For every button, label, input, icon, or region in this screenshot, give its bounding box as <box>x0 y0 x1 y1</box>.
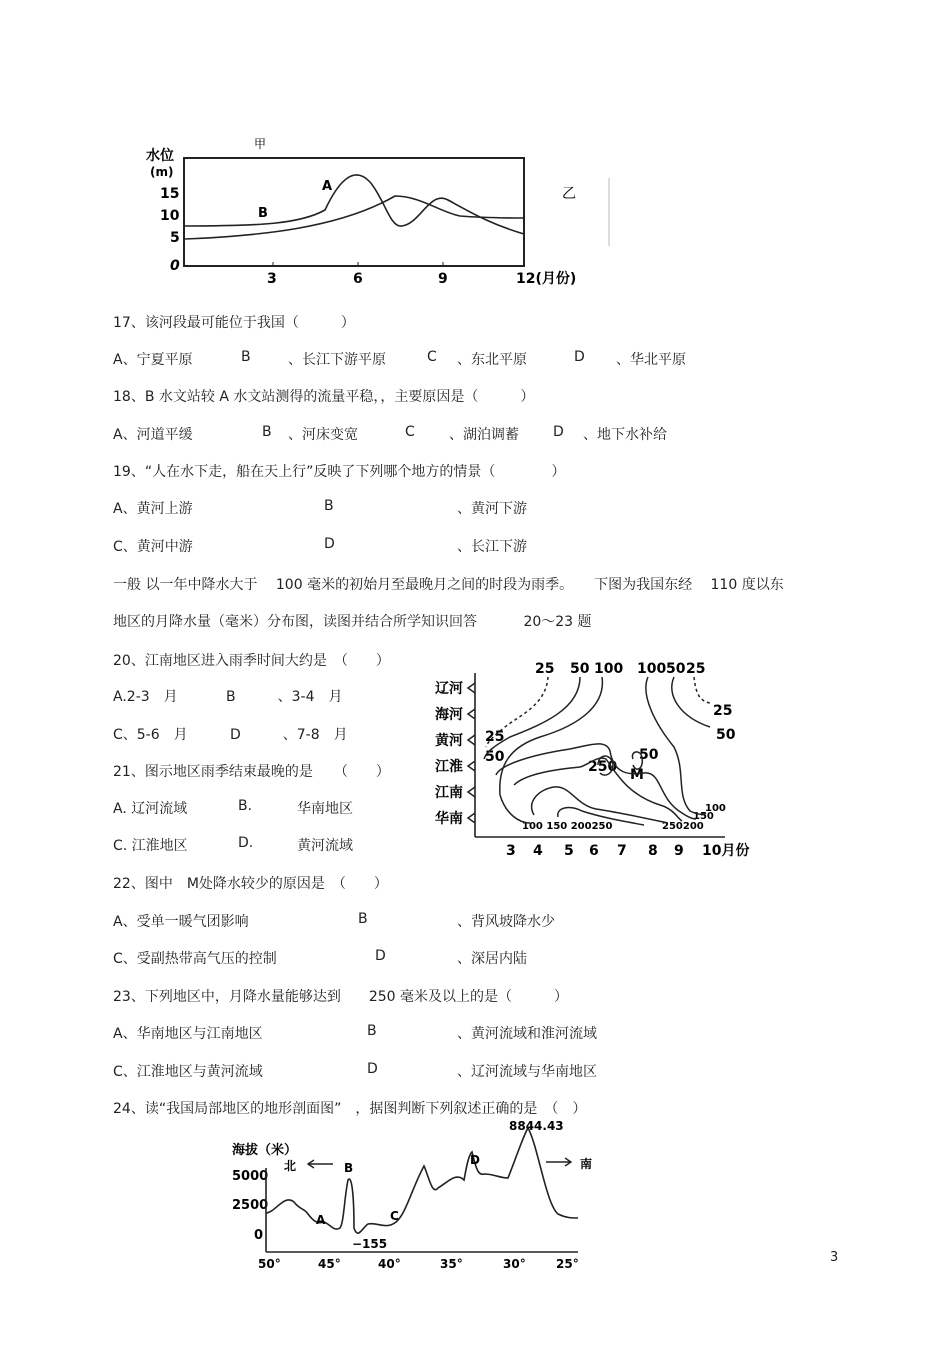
iso-label-100-right: 100 <box>705 803 726 814</box>
q23-option-c: C、江淮地区与黄河流域 <box>113 1064 263 1080</box>
y-axis-unit: (m) <box>150 165 174 179</box>
profile-y-tick-2500: 2500 <box>232 1198 269 1213</box>
intro-line-2: 地区的月降水量（毫米）分布图，读图并结合所学知识回答 20～23 题 <box>113 614 592 630</box>
profile-peak-label: 8844.43 <box>509 1119 564 1133</box>
q22-option-c: C、受副热带高气压的控制 <box>113 951 277 967</box>
q18-option-c: C <box>405 424 415 440</box>
profile-y-tick-5000: 5000 <box>232 1169 269 1184</box>
region-liaohe: 辽河 <box>435 681 463 697</box>
iso-label-100-top-right: 100 <box>637 661 667 677</box>
label-b: B <box>258 206 268 221</box>
q20-option-c: C、5-6 月 <box>113 727 188 743</box>
q21-option-c: C. 江淮地区 <box>113 838 188 854</box>
q23-option-b-text: 、黄河流域和淮河流域 <box>457 1026 597 1042</box>
intro-line-1: 一般 以一年中降水大于 100 毫米的初始月至最晚月之间的时段为雨季。 下图为我国东经 110 度以东 <box>113 577 784 593</box>
profile-point-c: C <box>390 1209 399 1223</box>
label-a: A <box>322 179 333 194</box>
q20-option-b: B 、3-4 月 <box>226 689 343 705</box>
q23-option-d: D <box>367 1061 378 1077</box>
q21-option-a: A. 辽河流域 <box>113 801 188 817</box>
iso-label-25-left-top: 25 <box>535 661 555 677</box>
side-label: 乙 <box>562 186 576 202</box>
region-huanan: 华南 <box>435 811 463 827</box>
iso-bottom-labels: 100 150 200250 <box>522 821 613 832</box>
question-23: 23、下列地区中，月降水量能够达到 250 毫米及以上的是（ ） <box>113 989 568 1005</box>
q23-option-d-text: 、辽河流域与华南地区 <box>457 1064 597 1080</box>
x-tick-12: 12(月份) <box>516 271 577 287</box>
q18-option-c-text: 、湖泊调蓄 <box>449 427 519 443</box>
region-jiangnan: 江南 <box>435 785 463 801</box>
q19-option-c: C、黄河中游 <box>113 539 193 555</box>
x-tick-3: 3 <box>267 271 277 287</box>
south-arrow <box>546 1158 571 1166</box>
q20-option-d: D 、7-8 月 <box>230 727 348 743</box>
iso-label-250-200: 250200 <box>662 821 704 832</box>
q22-option-b: B <box>358 911 368 927</box>
x-tick-5: 5 <box>564 843 574 859</box>
water-level-chart <box>140 138 630 288</box>
region-jianghuai: 江淮 <box>435 759 463 775</box>
y-axis-label: 水位 <box>146 148 174 164</box>
question-19: 19、“人在水下走，船在天上行”反映了下列哪个地方的情景（ ） <box>113 464 566 480</box>
q19-option-d: D <box>324 536 335 552</box>
profile-north-label: 北 <box>284 1159 297 1173</box>
page-number: 3 <box>830 1250 839 1265</box>
x-tick-4: 4 <box>533 843 543 859</box>
y-tick-0: 0 <box>170 258 180 274</box>
q17-option-b-text: 、长江下游平原 <box>288 352 386 368</box>
iso-label-50-m: 50 <box>639 747 659 763</box>
iso-label-25-right: 25 <box>713 703 733 719</box>
q21-option-b: B. <box>238 798 253 814</box>
y-tick-15: 15 <box>160 186 180 202</box>
x-tick-6: 6 <box>589 843 599 859</box>
question-20: 20、江南地区进入雨季时间大约是 （ ） <box>113 653 390 669</box>
q21-option-b-text: 华南地区 <box>297 801 353 817</box>
x-tick-10: 10月份 <box>702 843 750 859</box>
precipitation-chart <box>430 655 760 860</box>
q17-option-d-text: 、华北平原 <box>616 352 686 368</box>
q17-option-a: A、宁夏平原 <box>113 352 193 368</box>
profile-point-a: A <box>316 1213 326 1227</box>
x-tick-3: 3 <box>506 843 516 859</box>
iso-label-150-right: 150 <box>693 811 714 822</box>
profile-x-tick-30: 30° <box>503 1257 526 1271</box>
profile-x-tick-40: 40° <box>378 1257 401 1271</box>
q18-option-d-text: 、地下水补给 <box>583 427 667 443</box>
iso-label-50-left: 50 <box>485 749 505 765</box>
x-tick-9: 9 <box>674 843 684 859</box>
y-tick-5: 5 <box>170 230 180 246</box>
q23-option-b: B <box>367 1023 377 1039</box>
x-tick-8: 8 <box>648 843 658 859</box>
iso-label-50-top: 50 <box>570 661 590 677</box>
q22-option-b-text: 、背风坡降水少 <box>457 914 555 930</box>
curve-a <box>184 175 524 234</box>
top-mark: 甲 <box>254 138 267 151</box>
iso-label-25-left: 25 <box>485 729 505 745</box>
terrain-profile-chart <box>228 1118 618 1278</box>
profile-x-tick-25: 25° <box>556 1257 579 1271</box>
q18-option-a: A、河道平缓 <box>113 427 193 443</box>
q18-option-b-text: 、河床变宽 <box>288 427 358 443</box>
question-18: 18、B 水文站较 A 水文站测得的流量平稳，，主要原因是（ ） <box>113 389 535 405</box>
label-m: M <box>630 767 644 783</box>
q22-option-d: D <box>375 948 386 964</box>
iso-label-100-top-left: 100 <box>594 661 624 677</box>
q17-option-b: B <box>241 349 251 365</box>
q19-option-d-text: 、长江下游 <box>457 539 527 555</box>
question-24: 24、读“我国局部地区的地形剖面图” ，据图判断下列叙述正确的是 （ ） <box>113 1101 587 1117</box>
q22-option-d-text: 、深居内陆 <box>457 951 527 967</box>
question-17: 17、该河段最可能位于我国（ ） <box>113 315 355 331</box>
q22-option-a: A、受单一暖气团影响 <box>113 914 249 930</box>
q17-option-c-text: 、东北平原 <box>457 352 527 368</box>
profile-point-b: B <box>344 1161 354 1175</box>
profile-x-tick-50: 50° <box>258 1257 281 1271</box>
q20-option-a: A.2-3 月 <box>113 689 178 705</box>
q18-option-d: D <box>553 424 564 440</box>
iso-label-25-top-right: 25 <box>686 661 706 677</box>
profile-low-label: −155 <box>352 1237 388 1251</box>
y-tick-10: 10 <box>160 208 180 224</box>
q18-option-b: B <box>262 424 272 440</box>
x-tick-7: 7 <box>617 843 627 859</box>
q19-option-a: A、黄河上游 <box>113 501 193 517</box>
question-22: 22、图中 M处降水较少的原因是 （ ） <box>113 876 388 892</box>
q23-option-a: A、华南地区与江南地区 <box>113 1026 263 1042</box>
plot-frame <box>184 158 524 266</box>
question-21: 21、图示地区雨季结束最晚的是 （ ） <box>113 764 390 780</box>
profile-y-label: 海拔（米） <box>232 1143 298 1158</box>
iso-label-50-top-right: 50 <box>666 661 686 677</box>
region-haihe: 海河 <box>435 707 463 723</box>
region-huanghe: 黄河 <box>435 733 463 749</box>
profile-south-label: 南 <box>580 1157 593 1171</box>
q21-option-d: D. <box>238 835 254 851</box>
iso-label-50-right: 50 <box>716 727 736 743</box>
iso-label-250: 250 <box>588 759 618 775</box>
x-tick-9: 9 <box>438 271 448 287</box>
curve-b <box>184 196 524 239</box>
terrain-line <box>266 1128 578 1233</box>
q17-option-c: C <box>427 349 437 365</box>
north-arrow <box>308 1160 333 1168</box>
q19-option-b-text: 、黄河下游 <box>457 501 527 517</box>
x-tick-6: 6 <box>353 271 363 287</box>
q19-option-b: B <box>324 498 334 514</box>
profile-x-tick-45: 45° <box>318 1257 341 1271</box>
q17-option-d: D <box>574 349 585 365</box>
q21-option-d-text: 黄河流域 <box>297 838 353 854</box>
profile-x-tick-35: 35° <box>440 1257 463 1271</box>
profile-y-tick-0: 0 <box>254 1228 264 1243</box>
profile-point-d: D <box>470 1153 480 1167</box>
